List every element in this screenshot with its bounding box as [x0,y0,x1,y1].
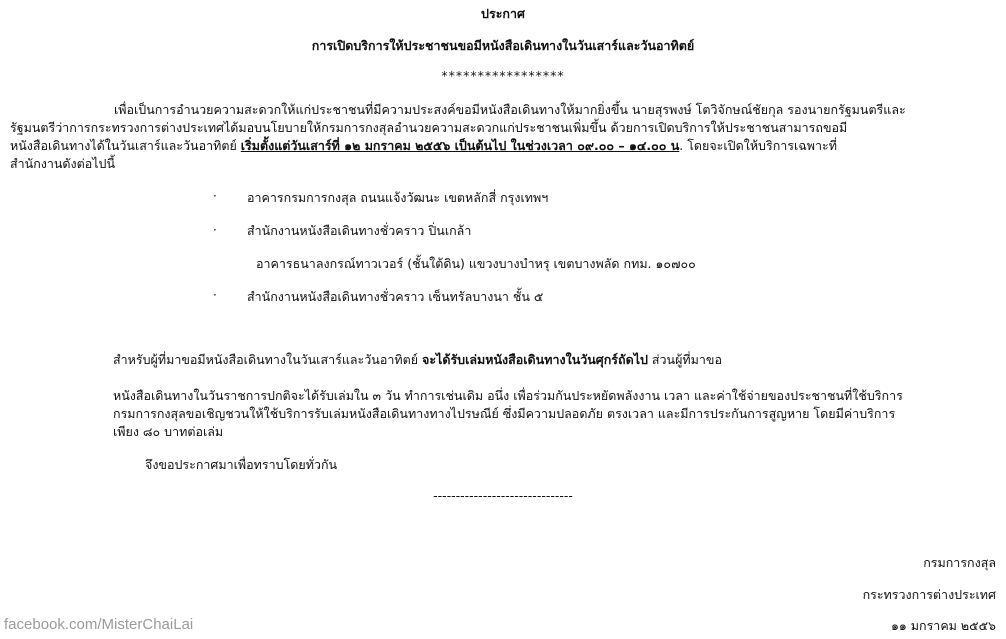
location-item-2: สำนักงานหนังสือเดินทางชั่วคราว ปิ่นเกล้า [247,223,472,238]
bullet-icon: · [213,288,217,302]
paragraph-1-line-4: สำนักงานดังต่อไปนี้ [10,156,116,171]
bullet-icon: · [213,223,217,237]
paragraph-2-line-4: เพียง ๘๐ บาทต่อเล่ม [113,424,224,439]
location-item-3: สำนักงานหนังสือเดินทางชั่วคราว เซ็นทรัลบางนา ชั้น ๕ [247,289,544,304]
star-separator: ***************** [441,68,565,83]
signature-date: ๑๑ มกราคม ๒๕๕๖ [890,618,996,633]
paragraph-2-line-2: หนังสือเดินทางในวันราชการปกติจะได้รับเล่มใน ๓ วัน ทำการเช่นเดิม อนึ่ง เพื่อร่วมกันประหยัดพลังงาน เวลา และค่าใช้จ่ายของประชาชนที่ใช้บริการ [113,388,903,403]
page-title: ประกาศ [481,6,525,21]
weekend-pickup-note: จะได้รับเล่มหนังสือเดินทางในวันศุกร์ถัดไป [422,352,648,367]
paragraph-1-line-2: รัฐมนตรีว่าการกระทรวงการต่างประเทศได้มอบนโยบายให้กรมการกงสุลอำนวยความสะดวกแก่ประชาชนเพิ่มขึ้น ด้วยการเปิดบริการให้ประชาชนสามารถขอมี [10,120,848,135]
announcement-subtitle: การเปิดบริการให้ประชาชนขอมีหนังสือเดินทางในวันเสาร์และวันอาทิตย์ [311,38,695,53]
location-item-2-detail: อาคารธนาลงกรณ์ทาวเวอร์ (ชั้นใต้ดิน) แขวงบางบำหรุ เขตบางพลัด กทม. ๑๐๗๐๐ [256,256,696,271]
closing-statement: จึงขอประกาศมาเพื่อทราบโดยทั่วกัน [145,457,338,472]
paragraph-2-line-1-end: ส่วนผู้ที่มาขอ [647,352,722,367]
paragraph-1-line-1: เพื่อเป็นการอำนวยความสะดวกให้แก่ประชาชนที่มีความประสงค์ขอมีหนังสือเดินทางให้มากยิ่งขึ้น นายสุรพงษ์ โตวิจักษณ์ชัยกุล รองนายกรัฐมนตรีและ [114,102,906,117]
divider-line: ------------------------------- [433,488,573,503]
location-item-1: อาคารกรมการกงสุล ถนนแจ้งวัฒนะ เขตหลักสี่ กรุงเทพฯ [247,190,549,205]
signature-ministry: กระทรวงการต่างประเทศ [862,587,996,602]
paragraph-1-line-3-end: . โดยจะเปิดให้บริการเฉพาะที่ [679,138,838,153]
paragraph-2-line-1 [113,351,722,368]
bullet-icon: · [213,189,217,203]
service-start-date: เริ่มตั้งแต่วันเสาร์ที่ ๑๒ มกราคม ๒๕๕๖ เป็นต้นไป ในช่วงเวลา ๐๙.๐๐ – ๑๔.๐๐ น [240,138,680,153]
paragraph-2-line-3: กรมการกงสุลขอเชิญชวนให้ใช้บริการรับเล่มหนังสือเดินทางทางไปรษณีย์ ซึ่งมีความปลอดภัย ตรงเวลา และมีการประกันการสูญหาย โดยมีค่าบริการ [113,406,896,421]
paragraph-2-line-1-start: สำหรับผู้ที่มาขอมีหนังสือเดินทางในวันเสาร์และวันอาทิตย์ [113,352,422,367]
paragraph-1-line-3-start: หนังสือเดินทางได้ในวันเสาร์และวันอาทิตย์ [10,138,241,153]
signature-department: กรมการกงสุล [923,555,996,570]
paragraph-1-line-3 [10,137,1000,154]
watermark-text: facebook.com/MisterChaiLai [4,616,194,633]
